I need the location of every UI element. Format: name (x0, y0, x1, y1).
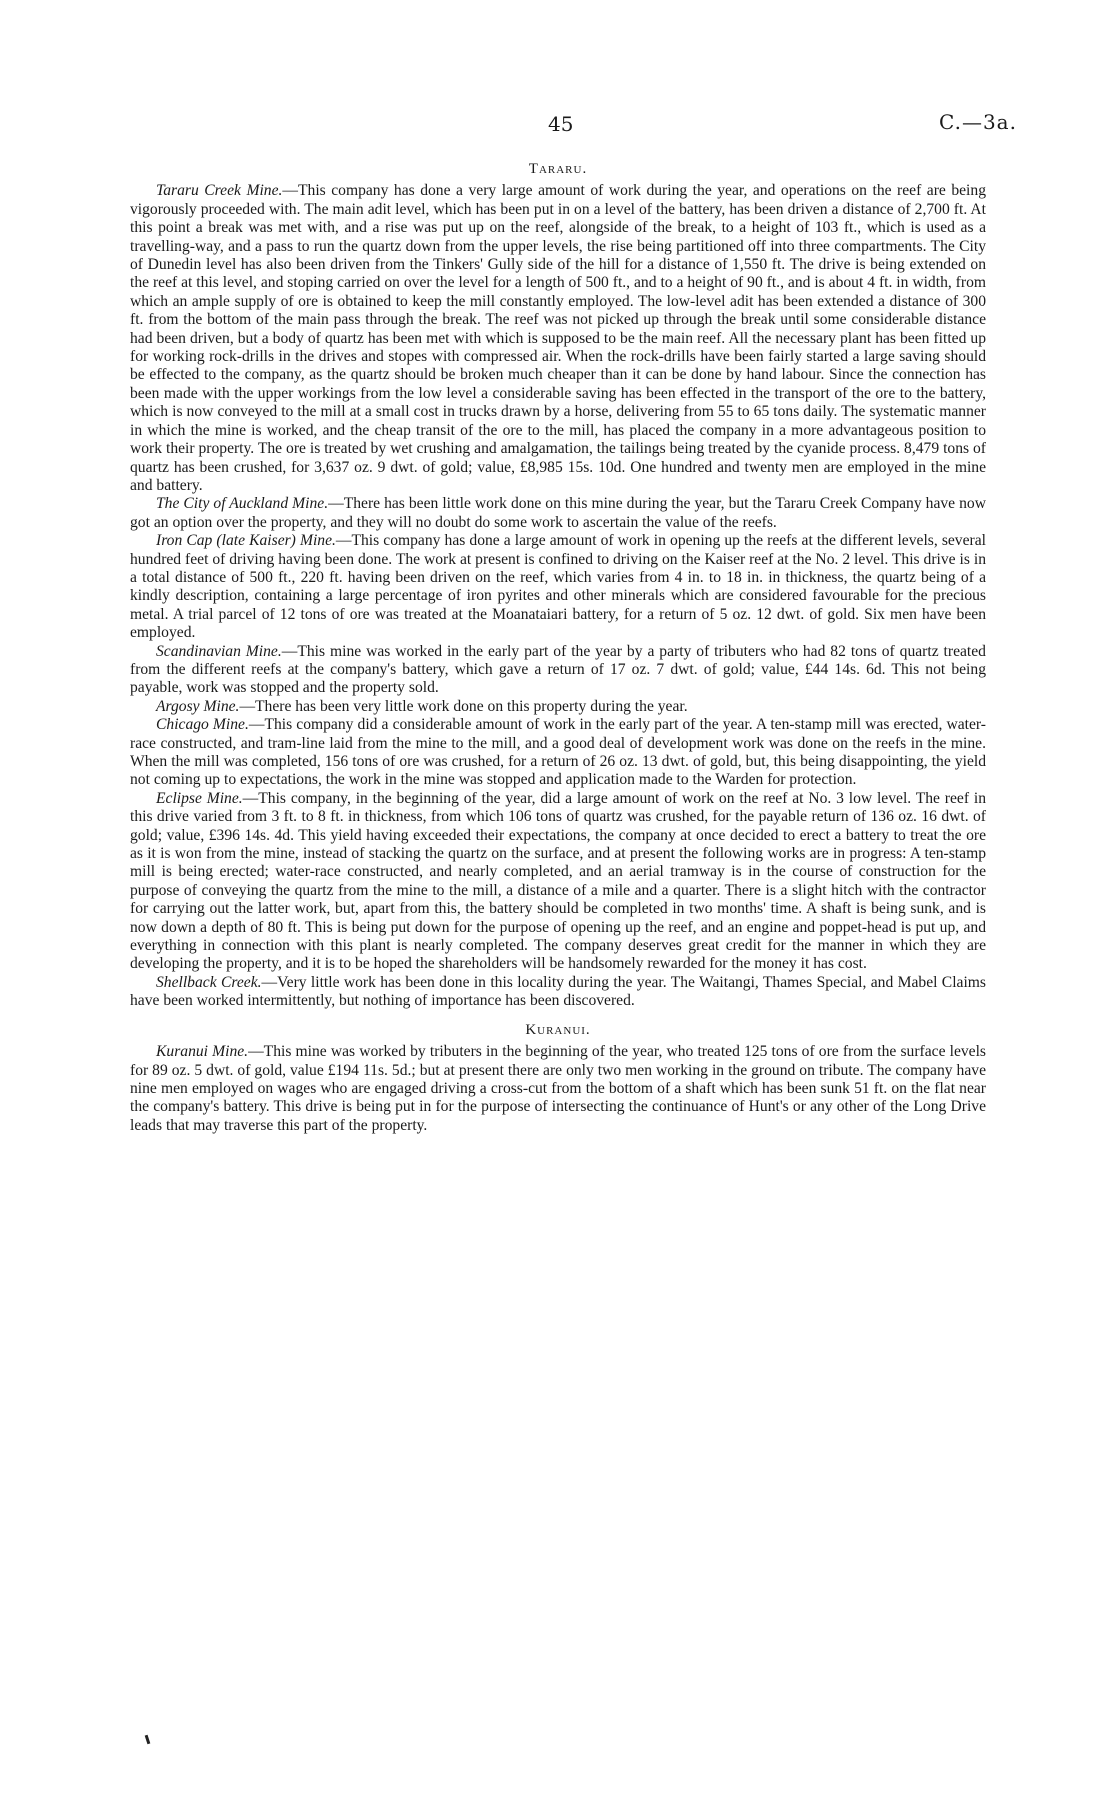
mine-name: The City of Auckland Mine. (156, 495, 329, 513)
paragraph-tararu-creek-mine (130, 182, 986, 495)
mine-name: Kuranui Mine. (156, 1043, 249, 1061)
paragraph-eclipse-mine (130, 790, 986, 974)
paragraph-text: —Very little work has been done in this locality during the year. The Waitangi, Thames Special, and Mabel Claims have been worked intermittently, but nothing of importance has been discovered. (130, 973, 986, 1010)
paragraph-text: —There has been very little work done on this property during the year. (239, 697, 688, 715)
mine-name: Scandinavian Mine. (156, 642, 282, 660)
paragraph-shellback-creek (130, 974, 986, 1011)
section-heading-kuranui: Kuranui. (525, 1021, 591, 1038)
paragraph-iron-cap-mine (130, 532, 986, 642)
paragraph-text: —This company did a considerable amount of work in the early part of the year. A ten-stamp mill was erected, water-race constructed, and tram-line laid from the mine to the mill, and a good deal of development work was done on the reefs in the mine. When the mill was completed, 156 tons of ore was crushed, for a return of 26 oz. 13 dwt. of gold, but, this being disappointing, the yield not coming up to expectations, the work in the mine was stopped and application made to the Warden for protection. (130, 716, 986, 789)
section-heading-tararu: Tararu. (528, 161, 588, 177)
paragraph-text: —This company has done a large amount of work in opening up the reefs at the different levels, several hundred feet of driving having been done. The work at present is confined to driving on the Kaiser reef at the No. 2 level. This drive is in a total distance of 500 ft., 220 ft. having been driven on the reef, which varies from 4 in. to 18 in. in thickness, the quartz being of a kindly description, containing a large percentage of iron pyrites and other minerals which are considered favourable for the precious metal. A trial parcel of 12 tons of ore was treated at the Moanataiari battery, for a return of 5 oz. 12 dwt. of gold. Six men have been employed. (130, 532, 986, 642)
mine-name: Shellback Creek. (156, 973, 262, 991)
mine-name: Tararu Creek Mine. (156, 182, 283, 200)
paragraph-text: —There has been little work done on this mine during the year, but the Tararu Creek Company have now got an option over the property, and they will no doubt do some work to ascertain the value of the reefs. (130, 495, 986, 531)
page-number: 45 (548, 112, 574, 136)
paragraph-text: —This company, in the beginning of the year, did a large amount of work on the reef at No. 3 low level. The reef in this drive varied from 3 ft. to 8 ft. in thickness, from which 106 tons of quartz was crushed, for the payable return of 136 oz. 16 dwt. of gold; value, £396 14s. 4d. This yield having exceeded their expectations, the company at once decided to erect a battery to treat the ore as it is won from the mine, instead of stacking the quartz on the surface, and at present the following works are in progress: A ten-stamp mill is being erected; water-race constructed, and nearly completed, and an aerial tramway is in the course of construction for the purpose of conveying the quartz from the mine to the mill, a distance of a mile and a quarter. There is a slight hitch with the contractor for carrying out the latter work, but, apart from this, the battery should be completed in two months' time. A shaft is being sunk, and is now down a depth of 80 ft. This is being put down for the purpose of opening up the reef, and an engine and poppet-head is put up, and everything in connection with this plant is nearly completed. The company deserves great credit for the manner in which they are developing the property, and it is to be hoped the shareholders will be handsomely rewarded for the money it has cost. (130, 789, 986, 973)
paragraph-kuranui-mine (130, 1043, 986, 1135)
document-reference: C.—3a. (939, 110, 1017, 134)
paragraph-argosy-mine (130, 698, 986, 716)
paragraph-scandinavian-mine (130, 643, 986, 698)
paragraph-text: —This mine was worked by tributers in the beginning of the year, who treated 125 tons of ore from the surface levels for 89 oz. 5 dwt. of gold, value £194 11s. 5d.; but at present there are only two men working in the ground on tribute. The company have nine men employed on wages who are engaged driving a cross-cut from the bottom of a shaft which has been sunk 51 ft. on the flat near the company's battery. This drive is being put in for the purpose of intersecting the continuance of Hunt's or any other of the Long Drive leads that may traverse this part of the property. (130, 1043, 987, 1134)
mine-name: Chicago Mine. (156, 716, 249, 734)
paragraph-text: —This mine was worked in the early part of the year by a party of tributers who had 82 tons of quartz treated from the different reefs at the company's battery, which gave a return of 17 oz. 7 dwt. of gold; value, £44 14s. 6d. This not being payable, work was stopped and the property sold. (130, 642, 986, 697)
mine-name: Iron Cap (late Kaiser) Mine. (156, 532, 336, 550)
mine-name: Argosy Mine. (156, 697, 240, 715)
paragraph-chicago-mine (130, 716, 986, 790)
paragraph-city-of-auckland-mine (130, 495, 986, 532)
ink-mark (145, 1735, 151, 1744)
paragraph-text: —This company has done a very large amount of work during the year, and operations on the reef are being vigorously proceeded with. The main adit level, which has been put in on a level of the battery, has been driven a distance of 2,700 ft. At this point a break was met with, and a rise was put up on the reef, alongside of the break, to a height of 103 ft., which is used as a travelling-way, and a pass to run the quartz down from the upper levels, the rise being partitioned off into three compartments. The City of Dunedin level has also been driven from the Tinkers' Gully side of the hill for a distance of 1,550 ft. The drive is being extended on the reef at this level, and stoping carried on over the level for a length of 500 ft., and to a height of 90 ft., and is about 4 ft. in width, from which an ample supply of ore is obtained to keep the mill constantly employed. The low-level adit has been extended a distance of 300 ft. from the bottom of the main pass through the break. The reef was not picked up through the break until some considerable distance had been driven, but a body of quartz has been met with which is supposed to be the main reef. All the necessary plant has been fitted up for working rock-drills in the drives and stopes with compressed air. When the rock-drills have been fairly started a large saving should be effected to the company, as the quartz should be broken much cheaper than it can be done by hand labour. Since the connection has been made with the upper workings from the low level a considerable saving has been effected in the transport of the ore to the battery, which is now conveyed to the mill at a small cost in trucks drawn by a horse, delivering from 55 to 65 tons daily. The systematic manner in which the mine is worked, and the cheap transit of the ore to the mill, has placed the company in a more advantageous position to work their property. The ore is treated by wet crushing and amalgamation, the tailings being treated by the cyanide process. 8,479 tons of quartz has been crushed, for 3,637 oz. 9 dwt. of gold; value, £8,985 15s. 10d. One hundred and twenty men are employed in the mine and battery. (130, 182, 986, 494)
body-text (130, 160, 986, 1135)
mine-name: Eclipse Mine. (156, 789, 243, 807)
